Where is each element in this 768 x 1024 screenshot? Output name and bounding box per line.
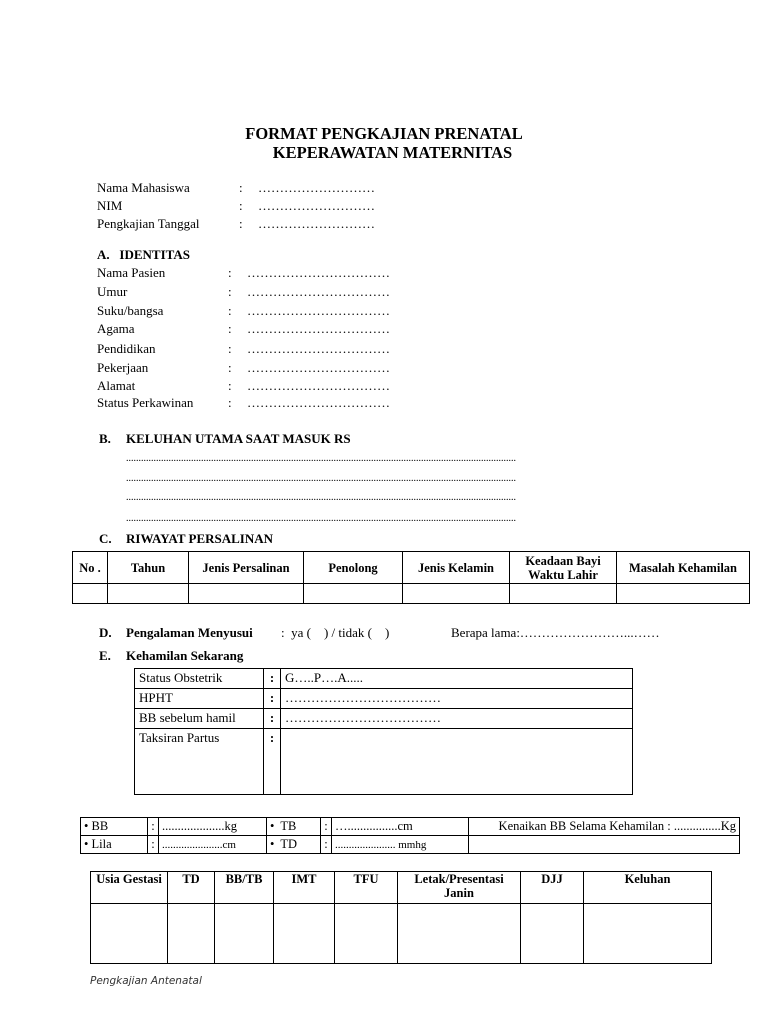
col-bbtb: BB/TB bbox=[215, 872, 274, 904]
table-cell[interactable] bbox=[403, 584, 510, 604]
identity-sep-ethnicity: : bbox=[228, 303, 232, 318]
identity-label-education: Pendidikan bbox=[97, 341, 156, 356]
student-value-nim: ……………………… bbox=[258, 198, 375, 213]
identity-label-ethnicity: Suku/bangsa bbox=[97, 303, 164, 318]
student-sep-nim: : bbox=[239, 198, 243, 213]
identity-label-marital: Status Perkawinan bbox=[97, 395, 194, 410]
student-value-name: ……………………… bbox=[258, 180, 375, 195]
col-imt: IMT bbox=[274, 872, 335, 904]
student-sep-date: : bbox=[239, 216, 243, 231]
identity-value-name: …………………………… bbox=[247, 265, 390, 280]
hpht-label: HPHT bbox=[135, 689, 264, 709]
identity-value-job: …………………………… bbox=[247, 360, 390, 375]
identity-value-education: …………………………… bbox=[247, 341, 390, 356]
hpht-sep: : bbox=[264, 689, 281, 709]
col-fetal-position: Letak/Presentasi Janin bbox=[398, 872, 521, 904]
page-footer: Pengkajian Antenatal bbox=[90, 975, 202, 987]
identity-sep-address: : bbox=[228, 378, 232, 393]
current-pregnancy-table bbox=[134, 668, 633, 795]
due-date-value[interactable] bbox=[281, 729, 633, 795]
col-no: No . bbox=[73, 552, 108, 584]
lila-label: • Lila bbox=[81, 836, 148, 854]
student-label-name: Nama Mahasiswa bbox=[97, 180, 190, 195]
col-tfu: TFU bbox=[335, 872, 398, 904]
table-cell[interactable] bbox=[215, 904, 274, 964]
measurements-table bbox=[80, 817, 740, 854]
table-cell[interactable] bbox=[108, 584, 189, 604]
identity-label-religion: Agama bbox=[97, 321, 135, 336]
col-sex: Jenis Kelamin bbox=[403, 552, 510, 584]
bb-value[interactable]: ....................kg bbox=[159, 818, 267, 836]
section-c-heading: RIWAYAT PERSALINAN bbox=[126, 531, 274, 546]
birth-history-table bbox=[72, 551, 750, 604]
student-sep-name: : bbox=[239, 180, 243, 195]
table-cell[interactable] bbox=[335, 904, 398, 964]
td-sep: : bbox=[321, 836, 332, 854]
identity-label-name: Nama Pasien bbox=[97, 265, 166, 280]
identity-value-address: …………………………… bbox=[247, 378, 390, 393]
table-cell[interactable] bbox=[274, 904, 335, 964]
complaint-line-2: ............................................................................................................................................................ bbox=[126, 473, 516, 484]
col-year: Tahun bbox=[108, 552, 189, 584]
section-d-letter: D. bbox=[99, 625, 112, 640]
bb-sep: : bbox=[148, 818, 159, 836]
weight-gain-field[interactable]: Kenaikan BB Selama Kehamilan : ...............Kg bbox=[469, 818, 740, 836]
identity-value-age: …………………………… bbox=[247, 284, 390, 299]
td-value[interactable]: ...................... mmhg bbox=[332, 836, 469, 854]
section-e-heading: Kehamilan Sekarang bbox=[126, 648, 244, 663]
identity-value-marital: …………………………… bbox=[247, 395, 390, 410]
table-cell[interactable] bbox=[189, 584, 304, 604]
table-cell[interactable] bbox=[584, 904, 712, 964]
identity-label-job: Pekerjaan bbox=[97, 360, 149, 375]
identity-value-religion: …………………………… bbox=[247, 321, 390, 336]
section-a-heading: A. IDENTITAS bbox=[97, 247, 190, 262]
complaint-line-4: ............................................................................................................................................................ bbox=[126, 513, 516, 524]
table-cell[interactable] bbox=[398, 904, 521, 964]
identity-sep-age: : bbox=[228, 284, 232, 299]
weight-before-value[interactable]: ……………………………… bbox=[281, 709, 633, 729]
table-cell[interactable] bbox=[73, 584, 108, 604]
identity-label-age: Umur bbox=[97, 284, 128, 299]
section-c-letter: C. bbox=[99, 531, 112, 546]
identity-sep-job: : bbox=[228, 360, 232, 375]
obstetric-status-sep: : bbox=[264, 669, 281, 689]
identity-sep-marital: : bbox=[228, 395, 232, 410]
obstetric-status-value[interactable]: G…..P….A..... bbox=[281, 669, 633, 689]
col-djj: DJJ bbox=[521, 872, 584, 904]
due-date-label: Taksiran Partus bbox=[135, 729, 264, 795]
complaint-line-1: ............................................................................................................................................................ bbox=[126, 453, 516, 464]
complaint-line-3: ............................................................................................................................................................ bbox=[126, 492, 516, 503]
lila-sep: : bbox=[148, 836, 159, 854]
anc-table bbox=[90, 871, 712, 964]
breastfeeding-options[interactable]: : ya ( ) / tidak ( ) bbox=[281, 625, 390, 640]
identity-sep-education: : bbox=[228, 341, 232, 356]
due-date-sep: : bbox=[264, 729, 281, 795]
td-label: • TD bbox=[267, 836, 321, 854]
section-e-letter: E. bbox=[99, 648, 111, 663]
identity-sep-name: : bbox=[228, 265, 232, 280]
table-cell[interactable] bbox=[510, 584, 617, 604]
weight-before-sep: : bbox=[264, 709, 281, 729]
table-cell[interactable] bbox=[168, 904, 215, 964]
student-label-date: Pengkajian Tanggal bbox=[97, 216, 200, 231]
table-cell[interactable] bbox=[521, 904, 584, 964]
title-line-2: KEPERAWATAN MATERNITAS bbox=[272, 143, 513, 162]
col-pregnancy-problem: Masalah Kehamilan bbox=[617, 552, 750, 584]
tb-sep: : bbox=[321, 818, 332, 836]
table-cell bbox=[469, 836, 740, 854]
table-cell[interactable] bbox=[617, 584, 750, 604]
section-b-letter: B. bbox=[99, 431, 111, 446]
identity-label-address: Alamat bbox=[97, 378, 136, 393]
col-gestation-age: Usia Gestasi bbox=[91, 872, 168, 904]
student-label-nim: NIM bbox=[97, 198, 123, 213]
col-td: TD bbox=[168, 872, 215, 904]
obstetric-status-label: Status Obstetrik bbox=[135, 669, 264, 689]
tb-label: • TB bbox=[267, 818, 321, 836]
weight-before-label: BB sebelum hamil bbox=[135, 709, 264, 729]
col-delivery-type: Jenis Persalinan bbox=[189, 552, 304, 584]
hpht-value[interactable]: ……………………………… bbox=[281, 689, 633, 709]
student-value-date: ……………………… bbox=[258, 216, 375, 231]
section-b-heading: KELUHAN UTAMA SAAT MASUK RS bbox=[126, 431, 351, 446]
table-cell[interactable] bbox=[91, 904, 168, 964]
identity-sep-religion: : bbox=[228, 321, 232, 336]
bb-label: • BB bbox=[81, 818, 148, 836]
title-line-1: FORMAT PENGKAJIAN PRENATAL bbox=[245, 124, 523, 143]
section-d-heading: Pengalaman Menyusui bbox=[126, 625, 253, 640]
tb-value[interactable]: …................cm bbox=[332, 818, 469, 836]
table-cell[interactable] bbox=[304, 584, 403, 604]
breastfeeding-duration: Berapa lama:……………………...…… bbox=[451, 625, 660, 640]
col-helper: Penolong bbox=[304, 552, 403, 584]
col-complaint: Keluhan bbox=[584, 872, 712, 904]
identity-value-ethnicity: …………………………… bbox=[247, 303, 390, 318]
col-baby-condition: Keadaan Bayi Waktu Lahir bbox=[510, 552, 617, 584]
lila-value[interactable]: ......................cm bbox=[159, 836, 267, 854]
